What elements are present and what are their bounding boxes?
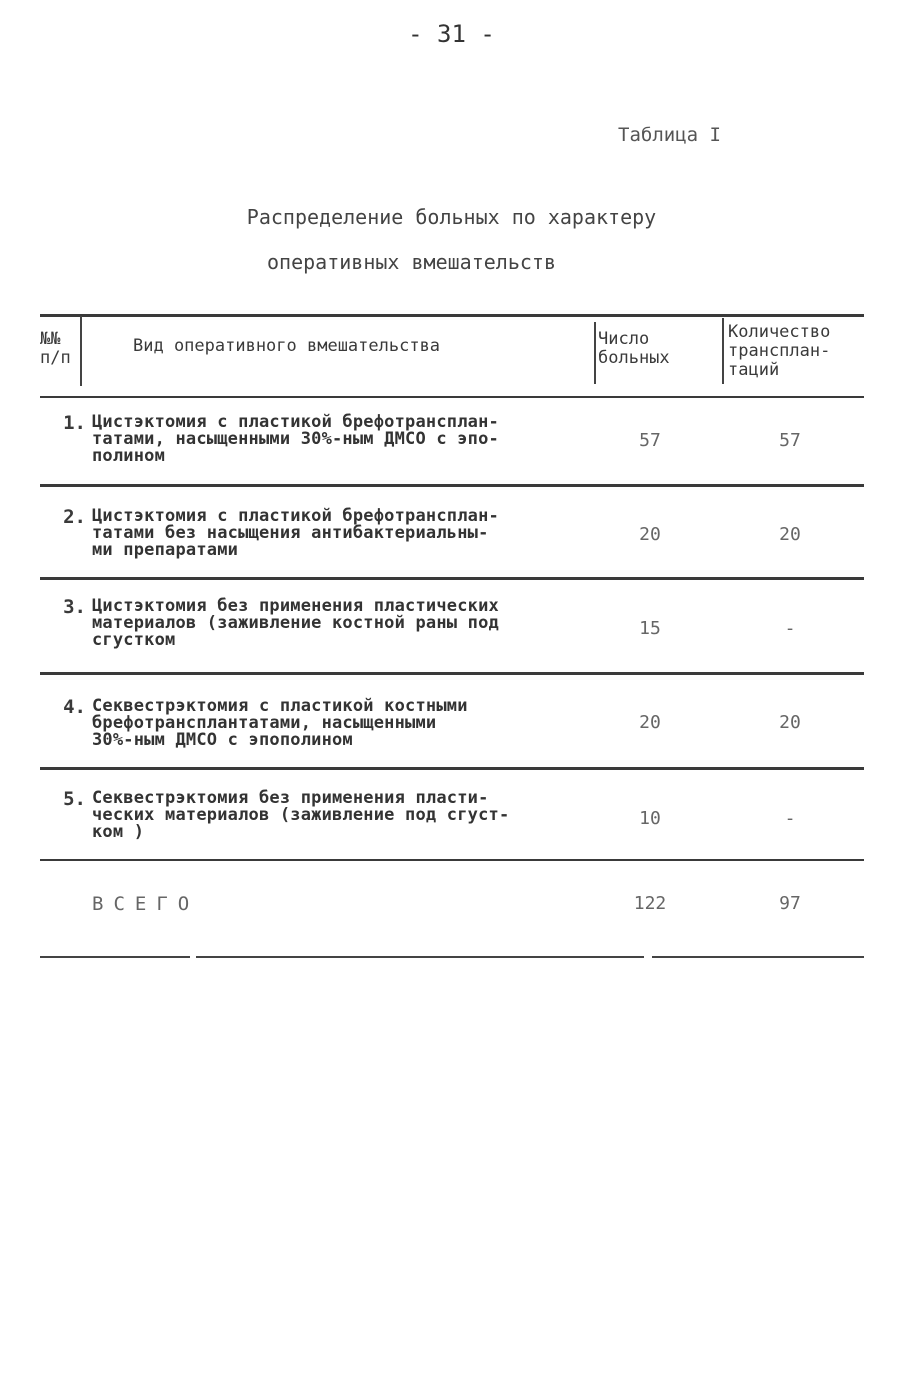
header-top-rule <box>40 314 864 317</box>
row-description: Цистэктомия с пластикой брефотрансплан- татами без насыщения антибактериальны- ми препаратами <box>92 506 499 560</box>
row-number: 5. <box>63 788 86 810</box>
bottom-rule-segment <box>196 956 644 958</box>
row-rule <box>40 577 864 580</box>
row-number: 1. <box>63 412 86 434</box>
header-count-column: Число больных <box>598 329 670 368</box>
row-description: Цистэктомия без применения пластических материалов (заживление костной раны под сгустком <box>92 596 499 650</box>
row-rule <box>40 484 864 487</box>
row-transplants: - <box>784 618 796 639</box>
row-transplants: 20 <box>779 712 801 733</box>
row-description: Секвестрэктомия без применения пласти- ческих материалов (заживление под сгуст- ком ) <box>92 788 510 842</box>
total-transplants: 97 <box>779 893 801 914</box>
table-caption-line-1: Распределение больных по характеру <box>246 205 657 229</box>
table-label: Таблица I <box>618 124 721 146</box>
table-caption-line-2: оперативных вмешательств <box>267 250 556 274</box>
page-number: - 31 - <box>408 20 495 48</box>
header-type-column: Вид оперативного вмешательства <box>133 336 441 356</box>
header-separator <box>594 322 596 384</box>
row-rule <box>40 859 864 861</box>
header-transplants-column: Количество трансплан- таций <box>728 322 831 380</box>
bottom-rule-segment <box>40 956 190 958</box>
row-transplants: - <box>784 808 796 829</box>
row-count: 10 <box>639 808 661 829</box>
header-separator <box>722 318 724 384</box>
row-description: Секвестрэктомия с пластикой костными брефотрансплантатами, насыщенными 30%-ным ДМСО с эпополином <box>92 696 468 750</box>
header-separator <box>80 316 82 386</box>
row-transplants: 57 <box>779 430 801 451</box>
row-description: Цистэктомия с пластикой брефотрансплан- татами, насыщенными 30%-ным ДМСО с эпо- полином <box>92 412 499 466</box>
header-number-column: №№ п/п <box>40 329 71 368</box>
row-number: 4. <box>63 696 86 718</box>
row-count: 15 <box>639 618 661 639</box>
bottom-rule-segment <box>652 956 864 958</box>
row-number: 2. <box>63 506 86 528</box>
row-rule <box>40 767 864 770</box>
total-label: ВСЕГО <box>92 893 200 915</box>
row-number: 3. <box>63 596 86 618</box>
row-count: 20 <box>639 712 661 733</box>
header-bottom-rule <box>40 396 864 398</box>
row-count: 57 <box>639 430 661 451</box>
row-count: 20 <box>639 524 661 545</box>
total-count: 122 <box>633 893 667 914</box>
row-transplants: 20 <box>779 524 801 545</box>
row-rule <box>40 672 864 675</box>
